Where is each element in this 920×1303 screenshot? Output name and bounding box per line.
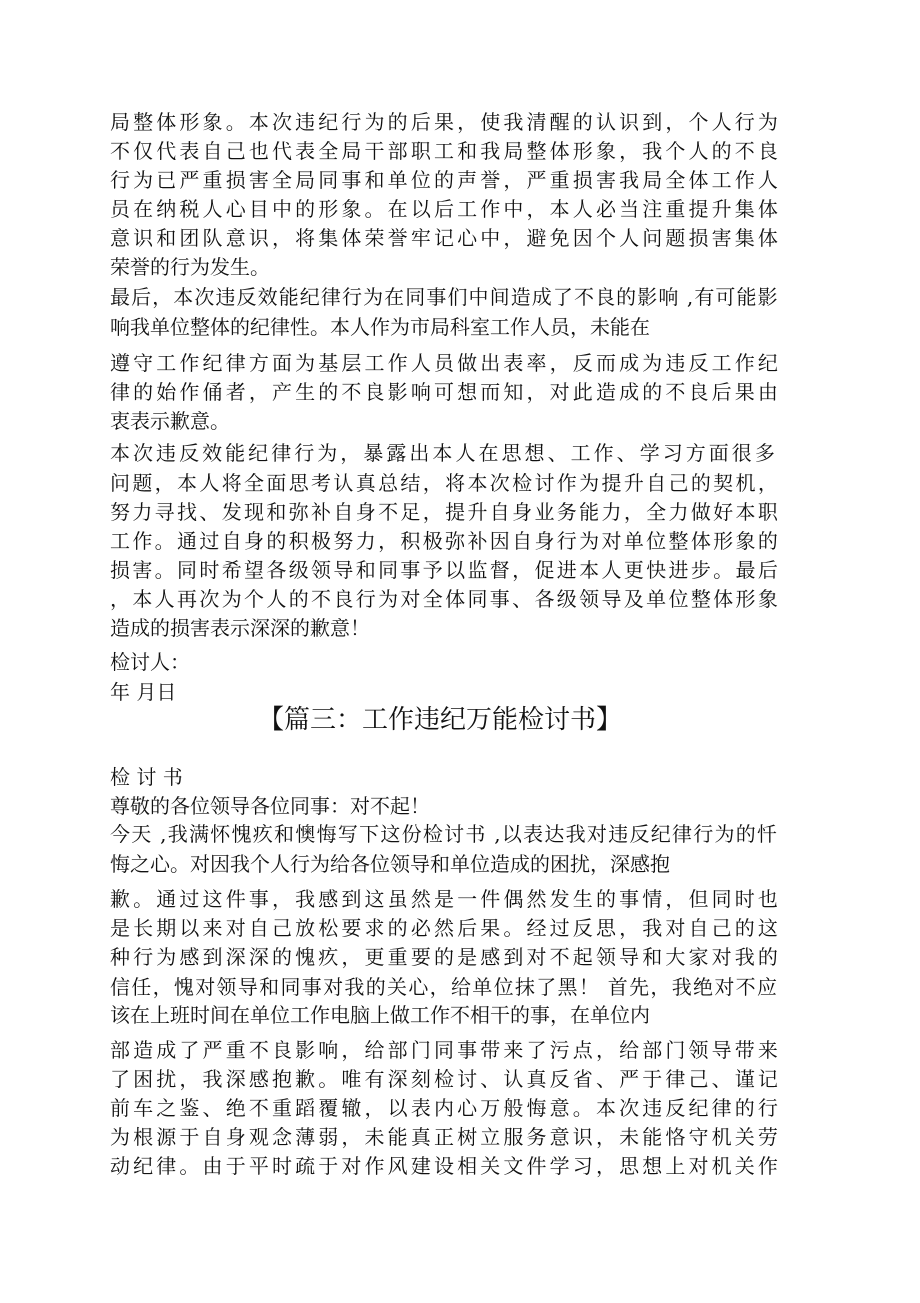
text-line: 意识和团队意识，将集体荣誉牢记心中，避免因个人问题损害集体 — [110, 226, 782, 250]
text-line: 员在纳税人心目中的形象。在以后工作中，本人必当注重提升集体 — [110, 197, 782, 221]
text-line: 年 月日 — [110, 680, 177, 704]
text-line: 损害。同时希望各级领导和同事予以监督，促进本人更快进步。最后 — [110, 558, 781, 582]
text-line: 荣誉的行为发生。 — [110, 255, 270, 279]
text-line: 本次违反效能纪律行为，暴露出本人在思想、工作、学习方面很多 — [110, 441, 778, 465]
text-line: 衷表示歉意。 — [110, 409, 230, 433]
text-line: 工作。通过自身的积极努力，积极弥补因自身行为对单位整体形象的 — [110, 529, 781, 553]
section-title: 【篇三：工作违纪万能检讨书】 — [257, 705, 622, 735]
text-line: 努力寻找、发现和弥补自身不足，提升自身业务能力，全力做好本职 — [110, 500, 781, 524]
text-line: 尊敬的各位领导各位同事：对不起！ — [110, 794, 430, 818]
text-line: 该在上班时间在单位工作电脑上做工作不相干的事，在单位内 — [110, 1003, 650, 1027]
text-line: 律的始作俑者，产生的不良影响可想而知，对此造成的不良后果由 — [110, 380, 782, 404]
text-line: 造成的损害表示深深的歉意！ — [110, 616, 370, 640]
text-line: 动纪律。由于平时疏于对作风建设相关文件学习，思想上对机关作 — [110, 1154, 782, 1178]
text-line: 种行为感到深深的愧疚，更重要的是感到对不起领导和大家对我的 — [110, 945, 782, 969]
text-line: 检 讨 书 — [110, 765, 183, 789]
text-line: 局整体形象。本次违纪行为的后果，使我清醒的认识到，个人行为 — [110, 110, 782, 134]
text-line: 前车之鉴、绝不重蹈覆辙，以表内心万般悔意。本次违反纪律的行 — [110, 1096, 782, 1120]
text-line: 是长期以来对自己放松要求的必然后果。经过反思，我对自己的这 — [110, 916, 782, 940]
text-line: 遵守工作纪律方面为基层工作人员做出表率，反而成为违反工作纪 — [110, 351, 782, 375]
text-line: 今天 ,我满怀愧疚和懊悔写下这份检讨书 ,以表达我对违反纪律行为的忏 — [110, 822, 779, 846]
text-line: ，本人再次为个人的不良行为对全体同事、各级领导及单位整体形象 — [110, 587, 781, 611]
text-line: 歉。通过这件事，我感到这虽然是一件偶然发生的事情，但同时也 — [110, 887, 782, 911]
text-line: 部造成了严重不良影响，给部门同事带来了污点，给部门领导带来 — [110, 1038, 782, 1062]
text-line: 最后，本次违反效能纪律行为在同事们中间造成了不良的影响 ,有可能影 — [110, 285, 779, 309]
text-line: 了困扰，我深感抱歉。唯有深刻检讨、认真反省、严于律己、谨记 — [110, 1067, 782, 1091]
text-line: 不仅代表自己也代表全局干部职工和我局整体形象，我个人的不良 — [110, 139, 782, 163]
text-line: 为根源于自身观念薄弱，未能真正树立服务意识，未能恪守机关劳 — [110, 1125, 782, 1149]
text-line: 响我单位整体的纪律性。本人作为市局科室工作人员，未能在 — [110, 315, 650, 339]
text-line: 悔之心。对因我个人行为给各位领导和单位造成的困扰，深感抱 — [110, 852, 670, 876]
text-line: 信任，愧对领导和同事对我的关心，给单位抹了黑！ 首先，我绝对不应 — [110, 975, 779, 999]
text-line: 检讨人： — [110, 650, 190, 674]
text-line: 行为已严重损害全局同事和单位的声誉，严重损害我局全体工作人 — [110, 168, 782, 192]
text-line: 问题，本人将全面思考认真总结，将本次检讨作为提升自己的契机， — [110, 471, 781, 495]
